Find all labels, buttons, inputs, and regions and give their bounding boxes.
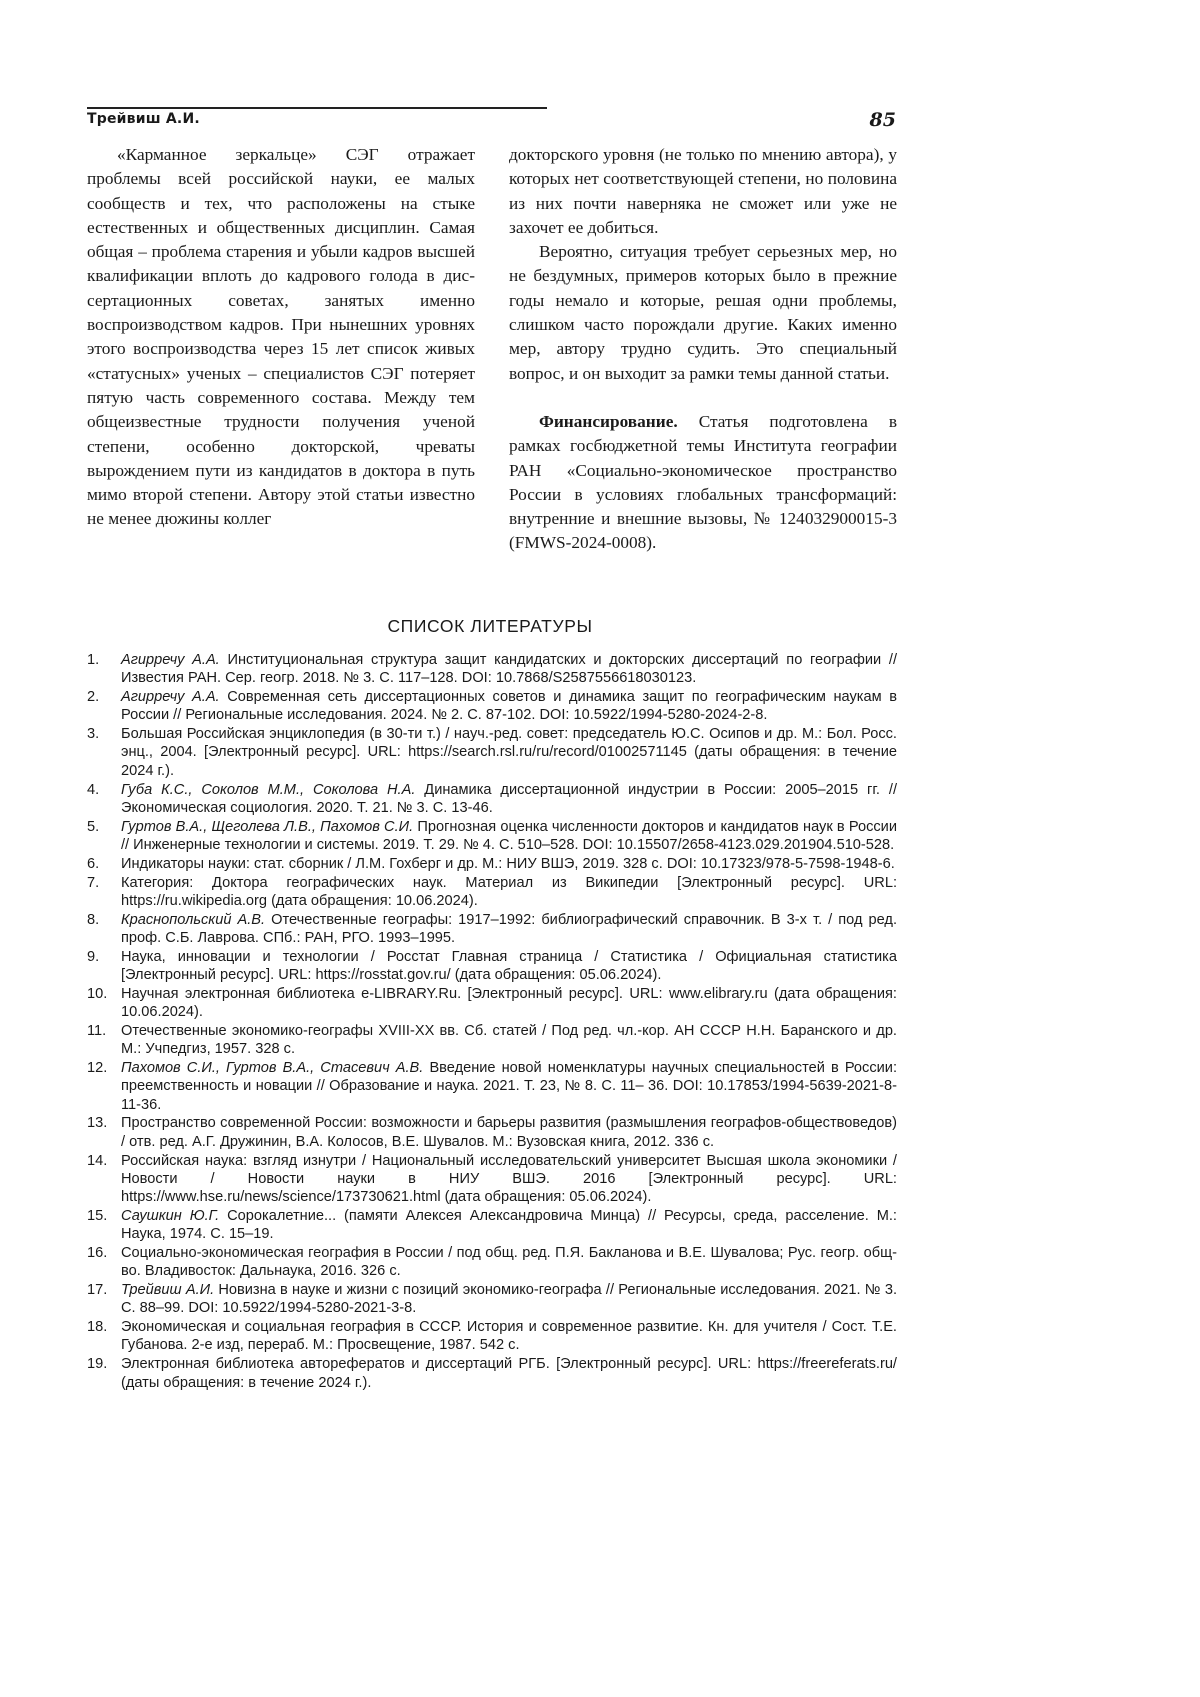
reference-text [121,1207,897,1244]
running-head: Трейвиш А.И. [87,111,200,127]
reference-item [87,781,897,818]
reference-number: 17. [87,1282,108,1299]
reference-text [121,1355,897,1392]
reference-item [87,818,897,855]
reference-author: Губа К.С., Соколов М.М., Соколова Н.А. [121,781,416,798]
reference-body: Институциональная структура защит кандидатских и докторских диссертаций по географии // Известия РАН. Сер. геогр. 2018. № 3. С. 117–128. DOI: 10.7868/S2587556618030123. [121,652,897,687]
reference-body: Наука, инновации и технологии / Росстат Главная страница / Статистика / Официальная статистика [Электронный ресурс]. URL: https://rosstat.gov.ru/ (дата обращения: 05.06.2024). [121,948,897,984]
reference-number: 19. [87,1356,108,1373]
reference-number: 13. [87,1115,108,1132]
reference-number: 5. [87,818,100,835]
reference-item [87,985,897,1022]
reference-number: 12. [87,1060,108,1077]
reference-item [87,1244,897,1281]
reference-author: Агирречу А.А. [121,652,220,668]
page-number: 85 [869,109,896,131]
reference-number: 16. [87,1245,108,1261]
reference-number: 1. [87,652,100,668]
reference-item [87,911,897,948]
reference-number: 14. [87,1152,108,1169]
reference-text [121,911,897,948]
paragraph: Вероятно, ситуация требует серьезных мер, но не бездумных, примеров которых было в прежние годы немало и которые, решая одни проблемы, слишком часто порождали другие. Каких именно мер, автору трудно судить. Это специальный вопрос, и он выходит за рамки темы данной статьи. [509,242,897,383]
reference-text [121,725,897,780]
funding-label: Финансирование. [539,411,678,431]
paragraph: докторского уровня (не только по мнению автора), у которых нет соответствующей степени, но половина из них почти наверняка не сможет или уже не захочет ее добиться. [509,145,897,237]
reference-item [87,874,897,911]
reference-item [87,725,897,780]
reference-text [121,651,897,688]
references-title: СПИСОК ЛИТЕРАТУРЫ [387,616,593,636]
paragraph: «Карманное зеркальце» СЭГ отражает проблемы всей российской науки, ее малых сообществ и тех, что расположены на стыке естественных и общественных дисциплин. Самая общая – проблема старения и убыли кадров высшей квалификации вплоть до кадрового голода в диссертационных советах, занятых именно воспроизводством кадров. При нынешних уровнях этого воспроизводства через 15 лет список живых «статусных» ученых – специалистов СЭГ потеряет пятую часть современного состава. Между тем общеизвестные трудности получения ученой степени, особенно докторской, чреваты вырождением пути из кандидатов в доктора в путь мимо второй степени. Автору этой статьи известно не менее дюжины коллег [87,145,475,529]
reference-body: Экономическая и социальная география в СССР. История и современное развитие. Кн. для учителя / Сост. Т.Е. Губанова. 2-е изд, перераб. М.: Просвещение, 1987. 542 с. [121,1319,897,1354]
reference-text [121,948,897,985]
reference-number: 6. [87,855,100,872]
reference-item [87,948,897,985]
reference-body: Новизна в науке и жизни с позиций экономико-географа // Региональные исследования. 2021. № 3. С. 88–99. DOI: 10.5922/1994-5280-2021-3-8. [121,1282,897,1317]
reference-text [121,1152,897,1207]
reference-author: Агирречу А.А. [121,689,220,706]
reference-number: 4. [87,781,100,798]
left-column [87,143,475,556]
reference-item [87,855,897,873]
reference-body: Большая Российская энциклопедия (в 30-ти т.) / науч.-ред. совет: председатель Ю.С. Осипов и др. М.: Бол. Росс. энц., 2004. [Электронный ресурс]. URL: https://search.rsl.ru/ru/record/01002571145 (даты обращения: в течение 2024 г.). [121,726,897,779]
reference-text [121,781,897,818]
reference-item [87,1152,897,1207]
reference-text [121,1114,897,1151]
reference-text [121,1244,897,1281]
reference-number: 11. [87,1022,107,1039]
reference-text [121,985,897,1022]
reference-body: Категория: Доктора географических наук. Материал из Википедии [Электронный ресурс]. URL: https://ru.wikipedia.org (дата обращения: 10.06.2024). [121,874,897,909]
reference-body: Введение новой номенклатуры научных специальностей в России: преемственность и новации // Образование и наука. 2021. Т. 23, № 8. С. 11– 36. DOI: 10.17853/1994-5639-2021-8-11-36. [121,1060,897,1113]
reference-body: Электронная библиотека авторефератов и диссертаций РГБ. [Электронный ресурс]. URL: https://freereferats.ru/ (даты обращения: в течение 2024 г.). [121,1356,897,1391]
reference-item [87,1207,897,1244]
reference-number: 9. [87,948,100,965]
reference-body: Отечественные географы: 1917–1992: библиографический справочник. В 3-х т. / под ред. проф. С.Б. Лаврова. СПб.: РАН, РГО. 1993–1995. [121,911,898,946]
right-column [509,143,897,556]
reference-body: Пространство современной России: возможности и барьеры развития (размышления географов-обществоведов) / отв. ред. А.Г. Дружинин, В.А. Колосов, В.Е. Шувалов. М.: Вузовская книга, 2012. 336 с. [121,1115,897,1150]
reference-number: 2. [87,689,100,706]
reference-body: Российская наука: взгляд изнутри / Национальный исследовательский университет Высшая школа экономики / Новости / Новости науки в НИУ ВШЭ. 2016 [Электронный ресурс]. URL: https://www.hse.ru/news/science/173730621.html (дата обращения: 05.06.2024). [121,1152,897,1206]
reference-body: Социально-экономическая география в России / под общ. ред. П.Я. Бакланова и В.Е. Шувалова; Рус. геогр. общ-во. Владивосток: Дальнаука, 2016. 326 с. [121,1245,897,1280]
reference-item [87,1355,897,1392]
reference-item [87,1114,897,1151]
funding-text: Статья подготовлена в рамках госбюджетной темы Института географии РАН «Социально-экономическое пространство России в условиях глобальных трансформаций: внутренние и внешние вызовы, № 124032900015-3 (FMWS-2024-0008). [509,411,897,553]
reference-number: 7. [87,874,100,891]
reference-body: Отечественные экономико-географы XVIII-XX вв. Сб. статей / Под ред. чл.-кор. АН СССР Н.Н. Баранского и др. М.: Учпедгиз, 1957. 328 с. [121,1022,897,1058]
reference-body: Современная сеть диссертационных советов и динамика защит по географическим наукам в России // Региональные исследования. 2024. № 2. С. 87-102. DOI: 10.5922/1994-5280-2024-2-8. [121,689,897,724]
reference-text [121,1318,897,1355]
reference-author: Пахомов С.И., Гуртов В.А., Стасевич А.В. [121,1060,424,1077]
reference-text [121,818,897,855]
reference-author: Трейвиш А.И. [121,1282,215,1299]
reference-item [87,1281,897,1318]
reference-item [87,1318,897,1355]
reference-item [87,651,897,688]
references-list [87,651,897,1392]
reference-text [121,1059,897,1114]
reference-author: Гуртов В.А., Щеголева Л.В., Пахомов С.И. [121,818,414,835]
reference-number: 3. [87,726,100,743]
reference-text [121,855,897,873]
reference-body: Индикаторы науки: стат. сборник / Л.М. Гохберг и др. М.: НИУ ВШЭ, 2019. 328 с. DOI: 10.17323/978-5-7598-1948-6. [121,855,895,872]
funding-paragraph [509,410,897,556]
reference-author: Саушкин Ю.Г. [121,1207,220,1224]
reference-item [87,1022,897,1059]
reference-item [87,1059,897,1114]
reference-number: 15. [87,1207,108,1224]
reference-text [121,1022,897,1059]
reference-number: 8. [87,911,100,928]
reference-number: 10. [87,985,108,1002]
reference-body: Прогнозная оценка численности докторов и кандидатов наук в России // Инженерные технологии и системы. 2019. Т. 29. № 4. С. 510–528. DOI: 10.15507/2658-4123.029.201904.510-528. [121,818,897,853]
reference-text [121,1281,897,1318]
reference-number: 18. [87,1319,108,1336]
reference-item [87,688,897,725]
body-columns [87,143,897,556]
header-rule [87,107,547,109]
reference-body: Научная электронная библиотека e-LIBRARY.Ru. [Электронный ресурс]. URL: www.elibrary.ru (дата обращения: 10.06.2024). [121,985,897,1021]
reference-text [121,874,897,911]
reference-body: Динамика диссертационной индустрии в России: 2005–2015 гг. // Экономическая социология. 2020. Т. 21. № 3. С. 13-46. [121,781,897,816]
reference-text [121,688,897,725]
reference-body: Сорокалетние... (памяти Алексея Александровича Минца) // Ресурсы, среда, расселение. М.: Наука, 1974. С. 15–19. [121,1207,897,1243]
reference-author: Краснопольский А.В. [121,911,266,928]
